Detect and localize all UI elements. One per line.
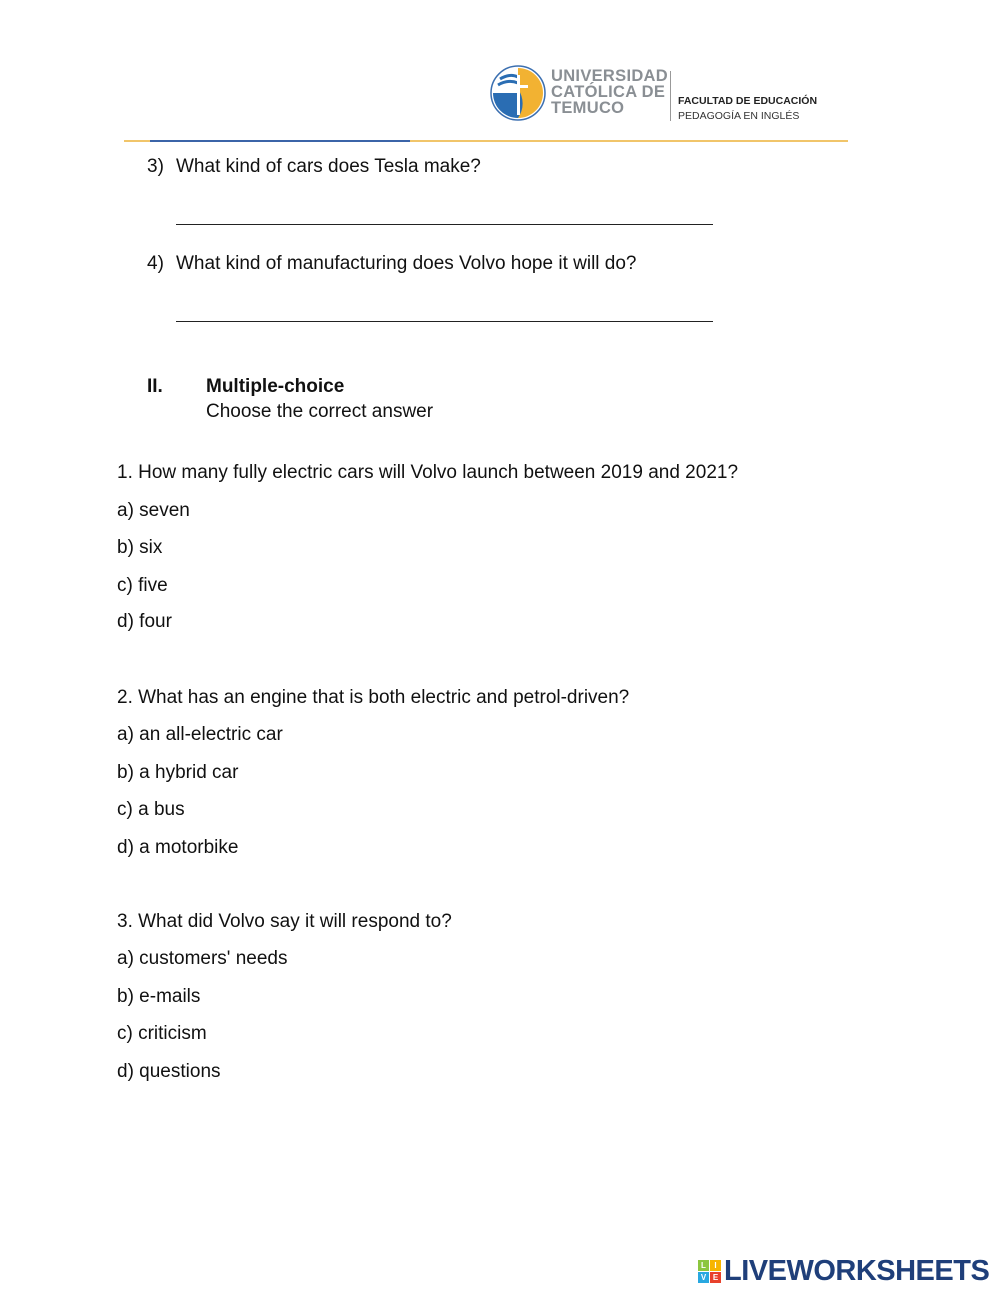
university-line: TEMUCO — [551, 99, 625, 117]
brand-text: LIVEWORKSHEETS — [724, 1255, 990, 1287]
liveworksheets-logo — [698, 1255, 989, 1288]
question-number: 3) — [147, 156, 164, 177]
section-number: II. — [147, 376, 163, 397]
university-logo — [490, 65, 546, 121]
badge-letter: V — [698, 1272, 709, 1283]
university-name — [551, 68, 668, 116]
mc-option[interactable]: c) five — [117, 575, 168, 596]
answer-line[interactable] — [176, 321, 713, 322]
section-instruction: Choose the correct answer — [206, 401, 434, 422]
mc-option[interactable]: c) criticism — [117, 1023, 207, 1044]
mc-option[interactable]: a) an all-electric car — [117, 724, 283, 745]
mc-option[interactable]: c) a bus — [117, 799, 185, 820]
mc-option[interactable]: d) questions — [117, 1061, 221, 1082]
question-number: 4) — [147, 253, 164, 274]
question-text: What kind of manufacturing does Volvo hope it will do? — [176, 253, 637, 274]
faculty-name: FACULTAD DE EDUCACIÓN — [678, 95, 818, 107]
mc-option[interactable]: d) four — [117, 611, 172, 632]
question-text: What kind of cars does Tesla make? — [176, 156, 481, 177]
badge-letter: L — [698, 1260, 709, 1271]
mc-option[interactable]: d) a motorbike — [117, 837, 239, 858]
mc-option[interactable]: b) e-mails — [117, 986, 201, 1007]
mc-option[interactable]: b) a hybrid car — [117, 762, 239, 783]
section-title: Multiple-choice — [206, 376, 345, 397]
university-line: UNIVERSIDAD — [551, 67, 668, 85]
mc-option[interactable]: a) customers' needs — [117, 948, 288, 969]
mc-option[interactable]: b) six — [117, 537, 163, 558]
answer-line[interactable] — [176, 224, 713, 225]
mc-question: 1. How many fully electric cars will Volvo launch between 2019 and 2021? — [117, 462, 739, 483]
live-badge-icon — [698, 1260, 721, 1283]
university-line: CATÓLICA DE — [551, 83, 666, 101]
mc-question: 2. What has an engine that is both electric and petrol-driven? — [117, 687, 630, 708]
header-rule-accent — [150, 140, 410, 142]
mc-option[interactable]: a) seven — [117, 500, 190, 521]
header-divider — [670, 71, 671, 121]
badge-letter: E — [710, 1272, 721, 1283]
mc-question: 3. What did Volvo say it will respond to? — [117, 911, 452, 932]
program-name: PEDAGOGÍA EN INGLÉS — [678, 110, 800, 122]
badge-letter: I — [710, 1260, 721, 1271]
